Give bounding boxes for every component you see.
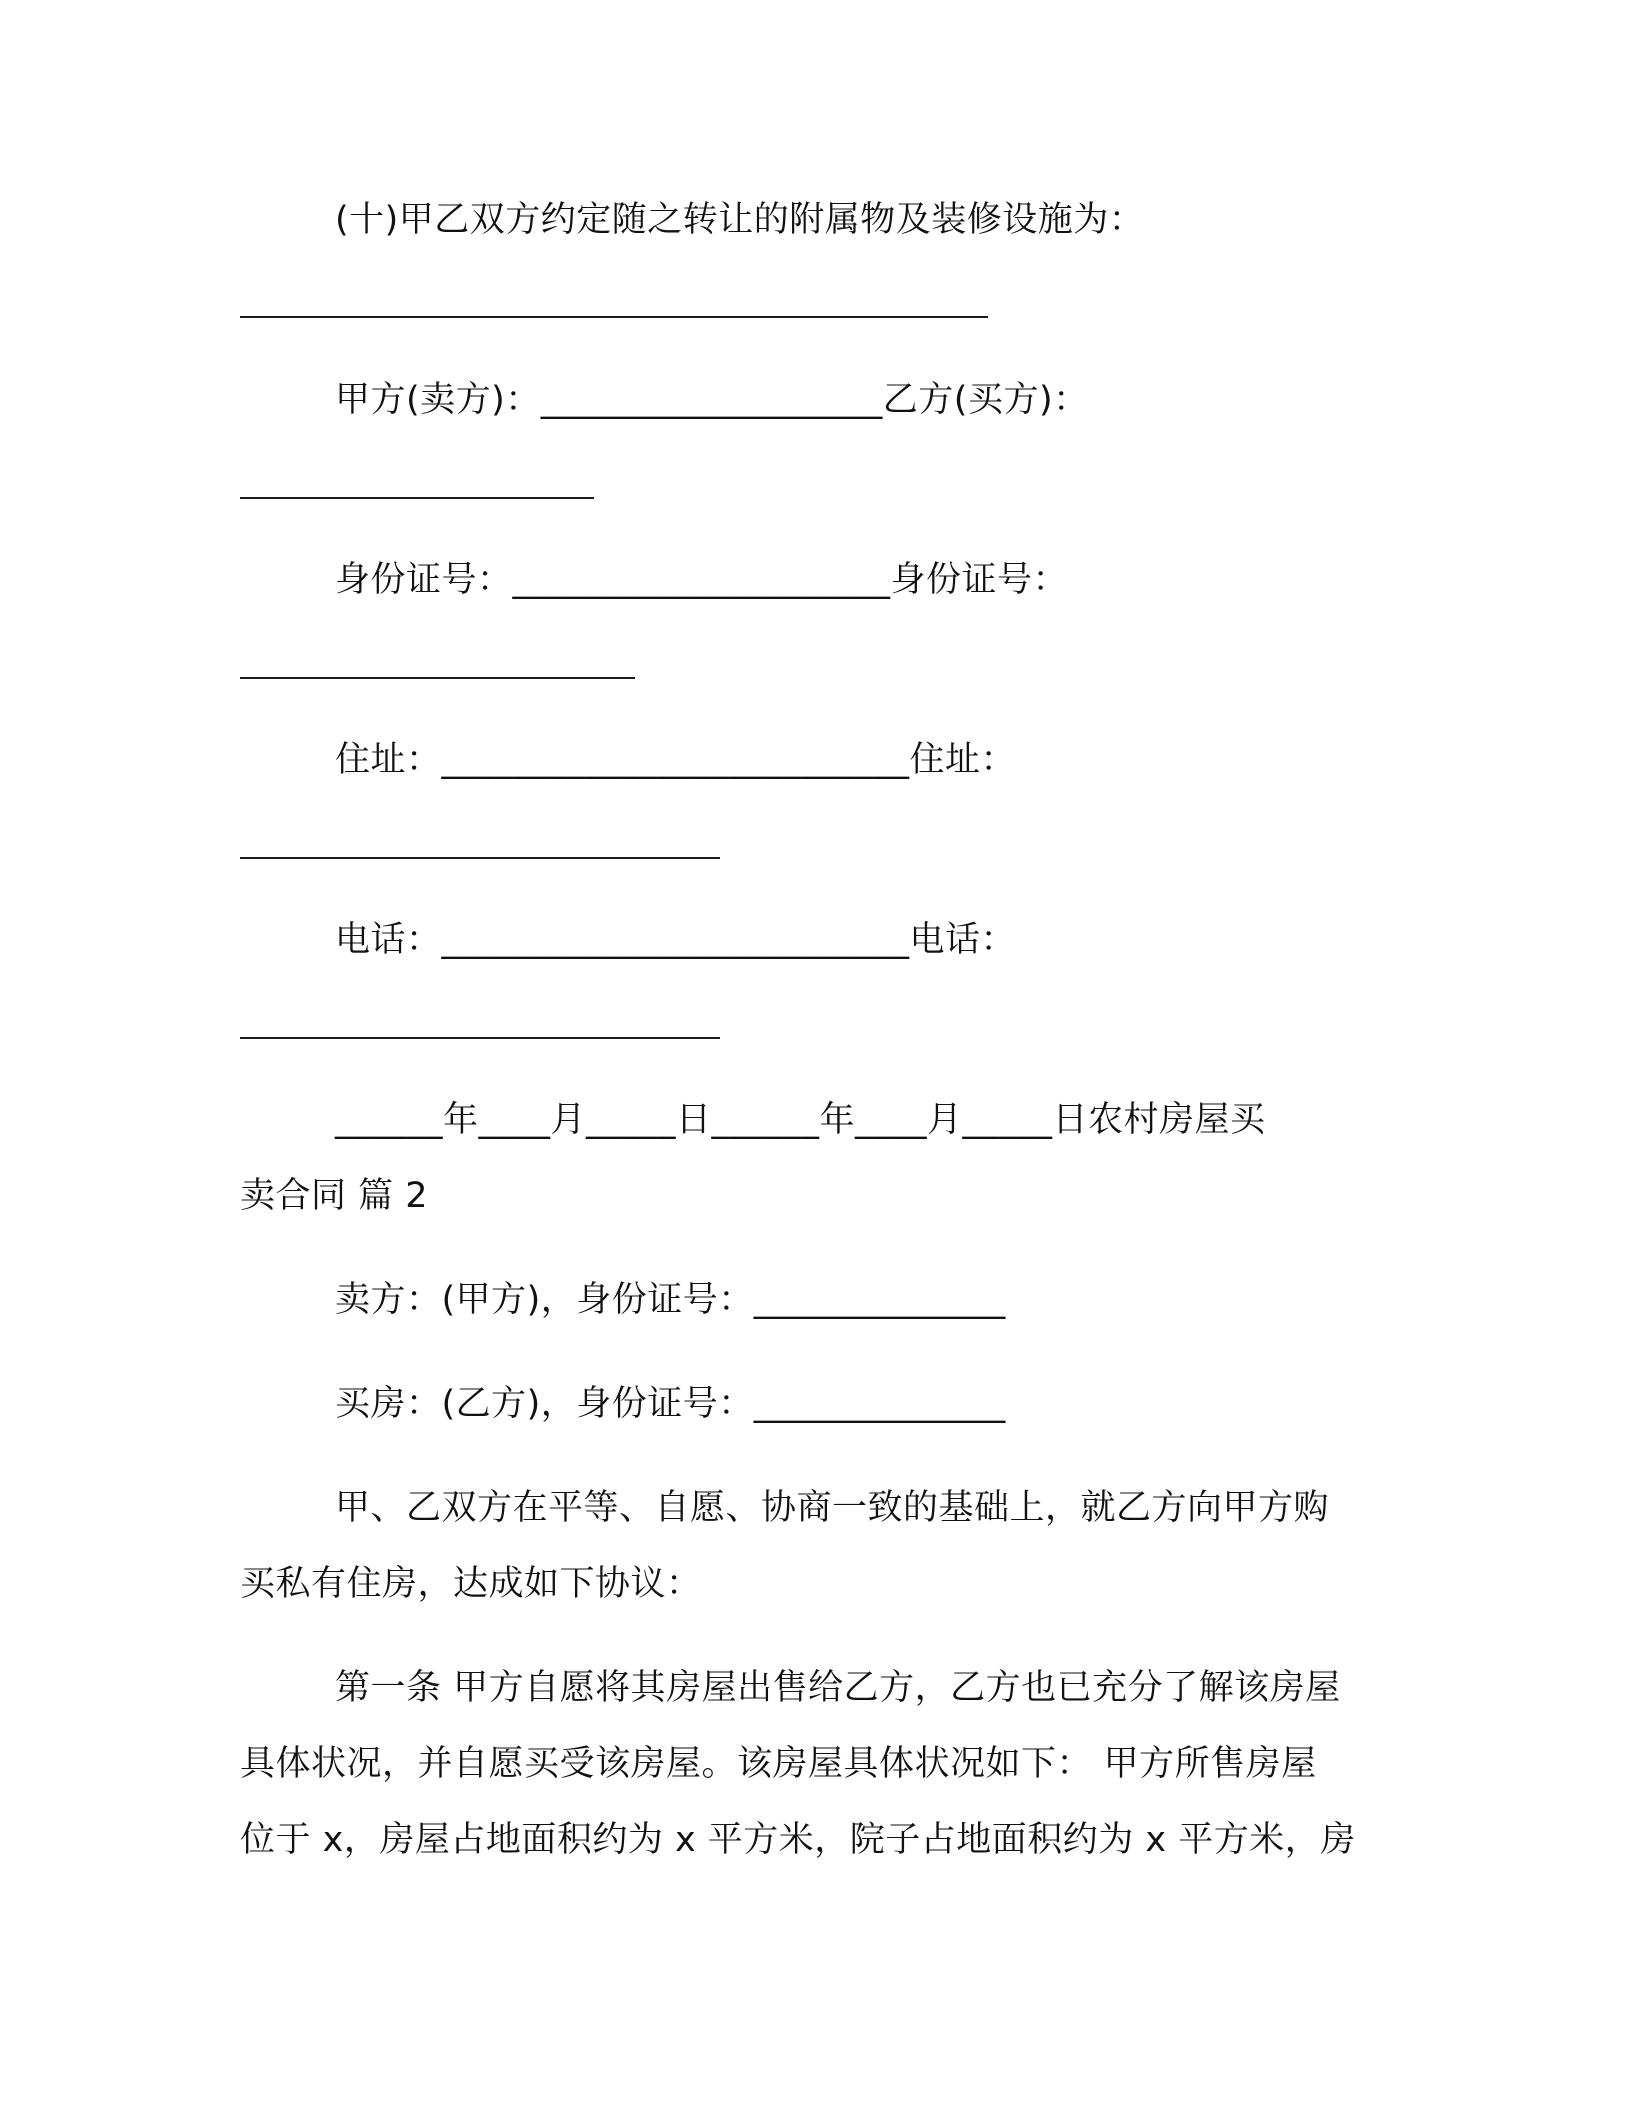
fill-in-blank-buyer-name [240, 497, 594, 499]
party-names-line: 甲方(卖方)：___________________乙方(买方)： [335, 380, 1089, 420]
article-1-line-3: 位于 x，房屋占地面积约为 x 平方米，院子占地面积约为 x 平方米，房 [240, 1820, 1356, 1860]
fill-in-blank-fixtures [240, 316, 988, 318]
intro-paragraph-line-2: 买私有住房，达成如下协议： [240, 1564, 702, 1604]
clause-10-fixtures: (十)甲乙双方约定随之转让的附属物及装修设施为： [335, 200, 1145, 240]
fill-in-blank-buyer-phone [240, 1037, 720, 1039]
id-number-line: 身份证号：_____________________身份证号： [335, 560, 1069, 600]
date-line: ______年____月_____日______年____月_____日农村房屋买 [335, 1100, 1266, 1140]
seller-id-line: 卖方：(甲方)，身份证号：______________ [335, 1280, 1006, 1320]
article-1-line-2: 具体状况，并自愿买受该房屋。该房屋具体状况如下： 甲方所售房屋 [240, 1744, 1317, 1784]
phone-line: 电话：__________________________电话： [335, 920, 1017, 960]
fill-in-blank-buyer-address [240, 857, 720, 859]
contract-section-heading: 卖合同 篇 2 [240, 1176, 429, 1216]
article-1-line-1: 第一条 甲方自愿将其房屋出售给乙方，乙方也已充分了解该房屋 [335, 1668, 1341, 1708]
fill-in-blank-buyer-id [240, 677, 635, 679]
address-line: 住址：__________________________住址： [335, 740, 1017, 780]
intro-paragraph-line-1: 甲、乙双方在平等、自愿、协商一致的基础上，就乙方向甲方购 [335, 1488, 1330, 1528]
buyer-id-line: 买房：(乙方)，身份证号：______________ [335, 1384, 1006, 1424]
